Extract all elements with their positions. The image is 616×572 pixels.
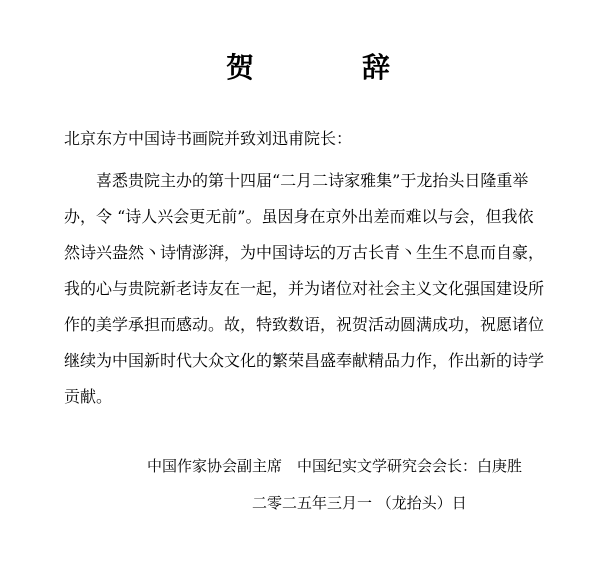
document-title: 贺 辞 <box>225 51 430 84</box>
date-line: 二零二五年三月一 （龙抬头）日 <box>252 494 467 512</box>
letter-body <box>64 163 564 415</box>
signature-line: 中国作家协会副主席 中国纪实文学研究会会长：白庚胜 <box>147 457 523 475</box>
body-line-3: 然诗兴盎然丶诗情澎湃，为中国诗坛的万古长青丶生生不息而自豪， <box>64 243 545 262</box>
body-line-2: 办，令 “诗人兴会更无前”。虽因身在京外出差而难以与会，但我依 <box>64 207 534 226</box>
body-line-5: 作的美学承担而感动。故，特致数语，祝贺活动圆满成功，祝愿诸位 <box>64 315 545 334</box>
body-line-7: 贡献。 <box>64 387 113 406</box>
body-line-4: 我的心与贵院新老诗友在一起，并为诸位对社会主义文化强国建设所 <box>64 279 545 298</box>
body-line-6: 继续为中国新时代大众文化的繁荣昌盛奉献精品力作，作出新的诗学 <box>64 351 545 370</box>
salutation-line: 北京东方中国诗书画院并致刘迅甫院长： <box>64 129 353 148</box>
body-line-1: 喜悉贵院主办的第十四届“二月二诗家雅集”于龙抬头日隆重举 <box>96 171 529 190</box>
